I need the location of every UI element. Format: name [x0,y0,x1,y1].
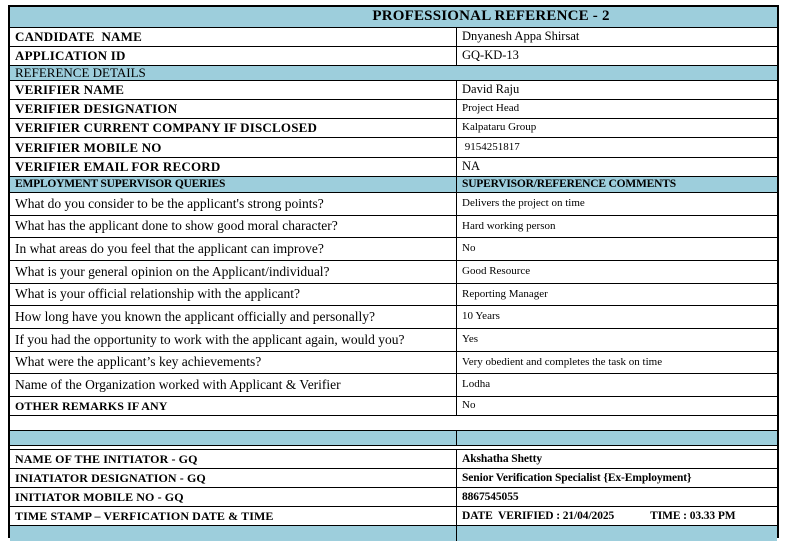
other-remarks-value: No [462,399,476,412]
qa-row [10,193,777,216]
qa-row [10,216,777,238]
blue-separator-left-cell [10,431,457,445]
candidate-name-label: CANDIDATE NAME [15,29,142,45]
verifier-mobile-value: 9154251817 [462,140,520,153]
initiator-designation-label: INIATIATOR DESIGNATION - GQ [15,470,206,485]
verifier-email-label-cell [10,158,457,176]
qa-row [10,261,777,284]
question-text: What is your official relationship with the applicant? [15,286,301,302]
verifier-company-value: Kalpataru Group [462,121,537,134]
question-cell [10,374,457,396]
question-text: How long have you known the applicant officially and personally? [15,308,376,324]
verifier-mobile-value-cell [457,138,777,157]
queries-header-row [10,177,777,193]
answer-text: Delivers the project on time [462,197,585,210]
verifier-email-value-cell [457,158,777,176]
table-row-initiator-designation [10,469,777,488]
answer-text: Good Resource [462,265,531,278]
question-cell [10,216,457,237]
table-row-initiator-mobile [10,488,777,507]
initiator-designation-label-cell [10,469,457,487]
page-title-text: PROFESSIONAL REFERENCE - 2 [372,8,610,25]
table-row-other-remarks [10,397,777,416]
timestamp-label-cell [10,507,457,525]
table-row-verifier-company [10,119,777,138]
verifier-email-value: NA [462,159,481,174]
other-remarks-value-cell [457,397,777,415]
question-cell [10,261,457,283]
initiator-name-value: Akshatha Shetty [462,452,542,465]
question-text: If you had the opportunity to work with the applicant again, would you? [15,331,405,347]
application-id-value-cell [457,47,777,65]
reference-details-header-row [10,66,777,81]
blue-separator-right-cell [457,431,777,445]
table-row-verifier-mobile [10,138,777,158]
reference-details-header-cell [10,66,777,80]
qa-row [10,352,777,374]
question-text: What is your general opinion on the Applicant/individual? [15,263,330,279]
bottom-blue-row [10,526,777,541]
verifier-company-value-cell [457,119,777,137]
table-row-initiator-name [10,450,777,469]
queries-header-left: EMPLOYMENT SUPERVISOR QUERIES [15,178,226,191]
queries-header-left-cell [10,177,457,192]
question-cell [10,329,457,351]
question-text: What has the applicant done to show good moral character? [15,218,338,234]
candidate-name-label-cell [10,28,457,46]
verifier-company-label-cell [10,119,457,137]
reference-report-table [8,5,779,538]
verifier-mobile-label: VERIFIER MOBILE NO [15,139,162,155]
answer-text: Lodha [462,378,491,391]
question-text: What were the applicant’s key achievements? [15,354,262,370]
queries-header-right-cell [457,177,777,192]
queries-header-right: SUPERVISOR/REFERENCE COMMENTS [462,178,676,191]
question-cell [10,306,457,328]
question-cell [10,352,457,373]
initiator-mobile-label-cell [10,488,457,506]
initiator-designation-value-cell [457,469,777,487]
answer-cell [457,352,777,373]
answer-cell [457,261,777,283]
answer-text: Yes [462,333,479,346]
candidate-name-value: Dnyanesh Appa Shirsat [462,29,580,44]
answer-cell [457,193,777,215]
table-row-application-id [10,47,777,66]
qa-row [10,306,777,329]
verifier-designation-value: Project Head [462,102,520,115]
empty-row [10,416,777,431]
candidate-name-value-cell [457,28,777,46]
verifier-designation-label: VERIFIER DESIGNATION [15,101,178,117]
answer-text: Hard working person [462,219,556,232]
application-id-label: APPLICATION ID [15,48,126,64]
verifier-designation-value-cell [457,100,777,118]
answer-text: Very obedient and completes the task on time [462,355,663,368]
initiator-name-label-cell [10,450,457,468]
qa-row [10,374,777,397]
question-text: Name of the Organization worked with Applicant & Verifier [15,376,341,392]
question-text: What do you consider to be the applicant's strong points? [15,195,324,211]
verifier-name-value-cell [457,81,777,99]
empty-cell [10,416,777,430]
answer-cell [457,216,777,237]
question-cell [10,284,457,305]
initiator-name-value-cell [457,450,777,468]
other-remarks-label-cell [10,397,457,415]
answer-cell [457,329,777,351]
table-row-verifier-designation [10,100,777,119]
title-row [10,7,777,28]
answer-cell [457,284,777,305]
initiator-designation-value: Senior Verification Specialist {Ex-Employment} [462,471,692,484]
qa-row [10,329,777,352]
answer-text: No [462,242,476,255]
answer-cell [457,238,777,260]
verifier-name-value: David Raju [462,82,520,97]
timestamp-value-cell [457,507,777,525]
bottom-blue-left-cell [10,526,457,541]
verifier-name-label-cell [10,81,457,99]
table-row-candidate-name [10,28,777,47]
answer-text: 10 Years [462,310,500,323]
question-cell [10,193,457,215]
time-verified-text: TIME : 03.33 PM [650,509,736,522]
spacer-cell [10,446,777,449]
qa-row [10,284,777,306]
page-title [10,7,777,27]
application-id-label-cell [10,47,457,65]
question-cell [10,238,457,260]
answer-cell [457,306,777,328]
table-row-verifier-name [10,81,777,100]
blue-separator-row [10,431,777,446]
initiator-mobile-label: INITIATOR MOBILE NO - GQ [15,489,184,504]
bottom-blue-right-cell [457,526,777,541]
verifier-company-label: VERIFIER CURRENT COMPANY IF DISCLOSED [15,120,318,136]
date-verified-text: DATE VERIFIED : 21/04/2025 [462,509,615,522]
question-text: In what areas do you feel that the applicant can improve? [15,240,324,256]
reference-details-header: REFERENCE DETAILS [15,65,146,81]
verifier-email-label: VERIFIER EMAIL FOR RECORD [15,159,221,175]
other-remarks-label: OTHER REMARKS IF ANY [15,398,168,413]
table-row-verifier-email [10,158,777,177]
initiator-mobile-value: 8867545055 [462,490,519,503]
verifier-mobile-label-cell [10,138,457,157]
table-row-timestamp [10,507,777,526]
application-id-value: GQ-KD-13 [462,48,519,63]
answer-cell [457,374,777,396]
verifier-designation-label-cell [10,100,457,118]
initiator-mobile-value-cell [457,488,777,506]
initiator-name-label: NAME OF THE INITIATOR - GQ [15,451,198,466]
timestamp-label: TIME STAMP – VERFICATION DATE & TIME [15,508,274,523]
verifier-name-label: VERIFIER NAME [15,82,125,98]
answer-text: Reporting Manager [462,287,548,300]
qa-row [10,238,777,261]
